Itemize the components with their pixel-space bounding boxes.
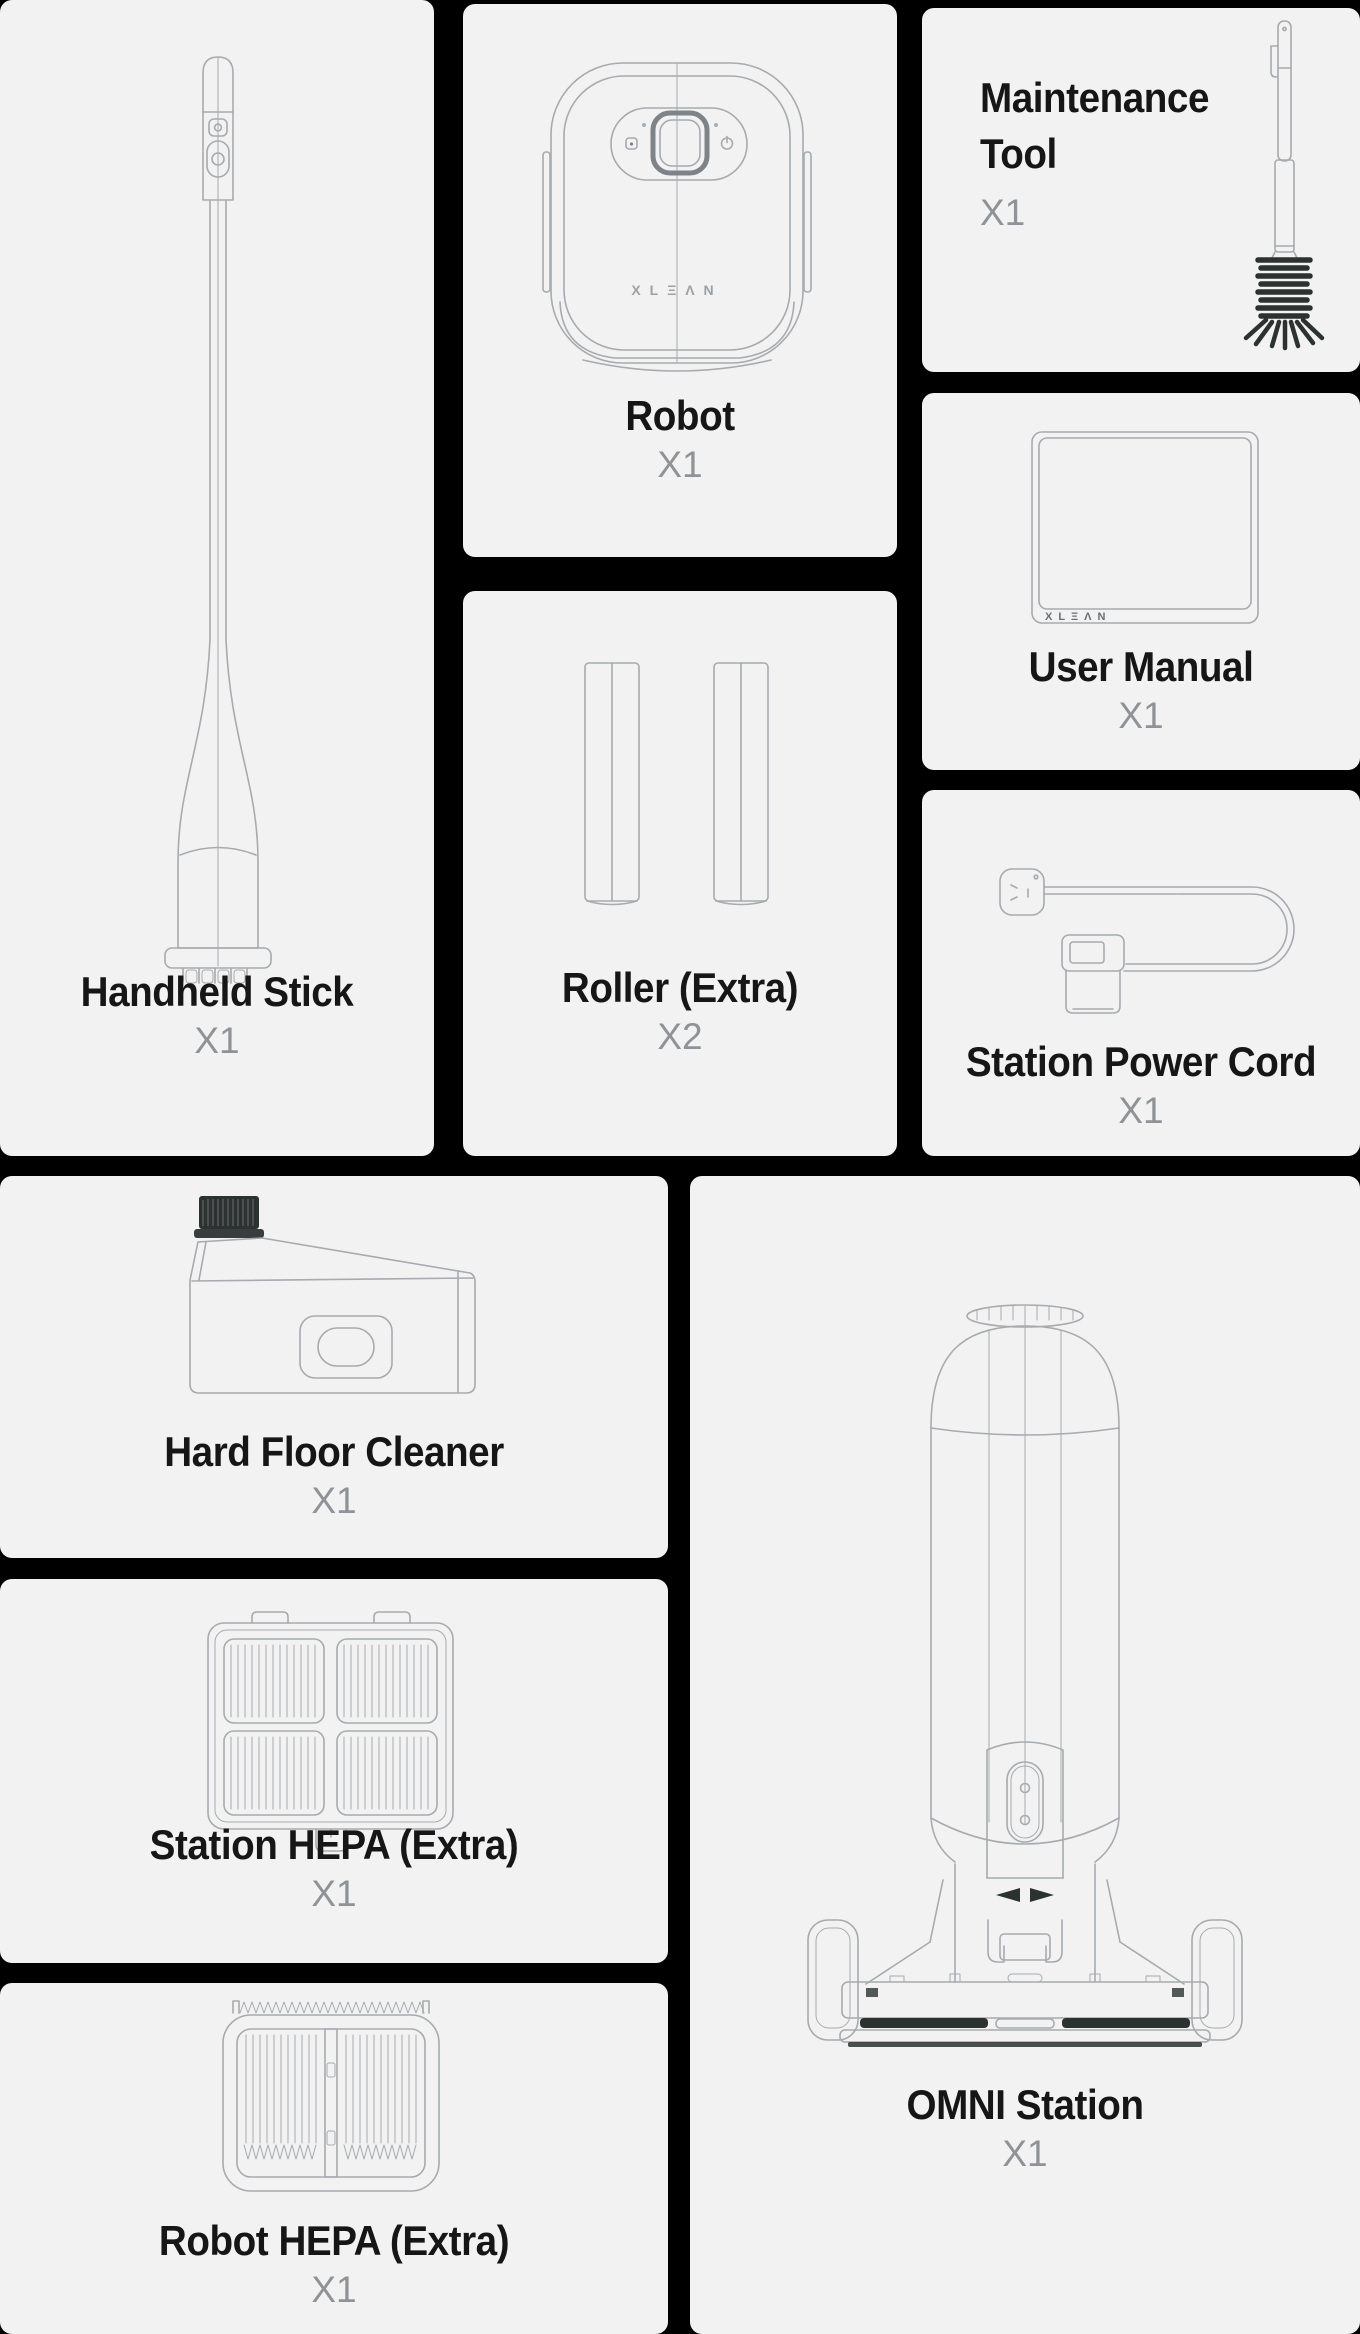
cleaner-cap [194, 1196, 264, 1238]
card-maintenance-tool [922, 8, 1360, 372]
item-caption [0, 1426, 668, 1524]
power-icon [722, 137, 733, 150]
item-title: User Manual [1028, 643, 1254, 690]
item-qty: X1 [311, 1480, 357, 1521]
card-handheld-stick [0, 0, 434, 1156]
brush-bristles [1258, 260, 1310, 316]
item-title: Station HEPA (Extra) [149, 1821, 519, 1868]
brand-logo: XLΞΛN [1045, 611, 1112, 623]
roller-illustration [463, 591, 897, 1156]
card-robot [463, 4, 897, 557]
home-icon [626, 138, 637, 149]
item-title: Station Power Cord [965, 1038, 1317, 1085]
item-qty: X1 [657, 444, 703, 485]
item-qty: X2 [657, 1016, 703, 1057]
item-caption [690, 2079, 1360, 2177]
item-qty: X1 [980, 192, 1026, 233]
item-caption [463, 962, 897, 1060]
item-caption [463, 390, 897, 488]
card-user-manual [922, 393, 1360, 770]
item-caption [922, 641, 1360, 739]
item-qty: X1 [311, 2269, 357, 2310]
item-qty: X1 [1002, 2133, 1048, 2174]
item-title: Robot HEPA (Extra) [158, 2217, 510, 2264]
item-title: Robot [625, 392, 735, 439]
card-omni-station [690, 1176, 1360, 2334]
item-caption [0, 966, 434, 1064]
item-title: Hard Floor Cleaner [164, 1428, 504, 1475]
item-caption [980, 70, 1310, 236]
station-base-treads [848, 1888, 1202, 2047]
item-title: Roller (Extra) [561, 964, 799, 1011]
card-station-power-cord [922, 790, 1360, 1156]
item-qty: X1 [1118, 695, 1164, 736]
card-robot-hepa [0, 1983, 668, 2334]
card-hard-floor-cleaner [0, 1176, 668, 1558]
brand-logo: XLΞΛN [631, 282, 723, 298]
card-roller-extra [463, 591, 897, 1156]
item-qty: X1 [194, 1020, 240, 1061]
card-station-hepa [0, 1579, 668, 1963]
item-caption [0, 1819, 668, 1917]
item-caption [922, 1036, 1360, 1134]
item-title: Maintenance Tool [980, 74, 1209, 177]
item-title: OMNI Station [906, 2081, 1144, 2128]
item-qty: X1 [311, 1873, 357, 1914]
item-title: Handheld Stick [80, 968, 354, 1015]
item-qty: X1 [1118, 1090, 1164, 1131]
item-caption [0, 2215, 668, 2313]
